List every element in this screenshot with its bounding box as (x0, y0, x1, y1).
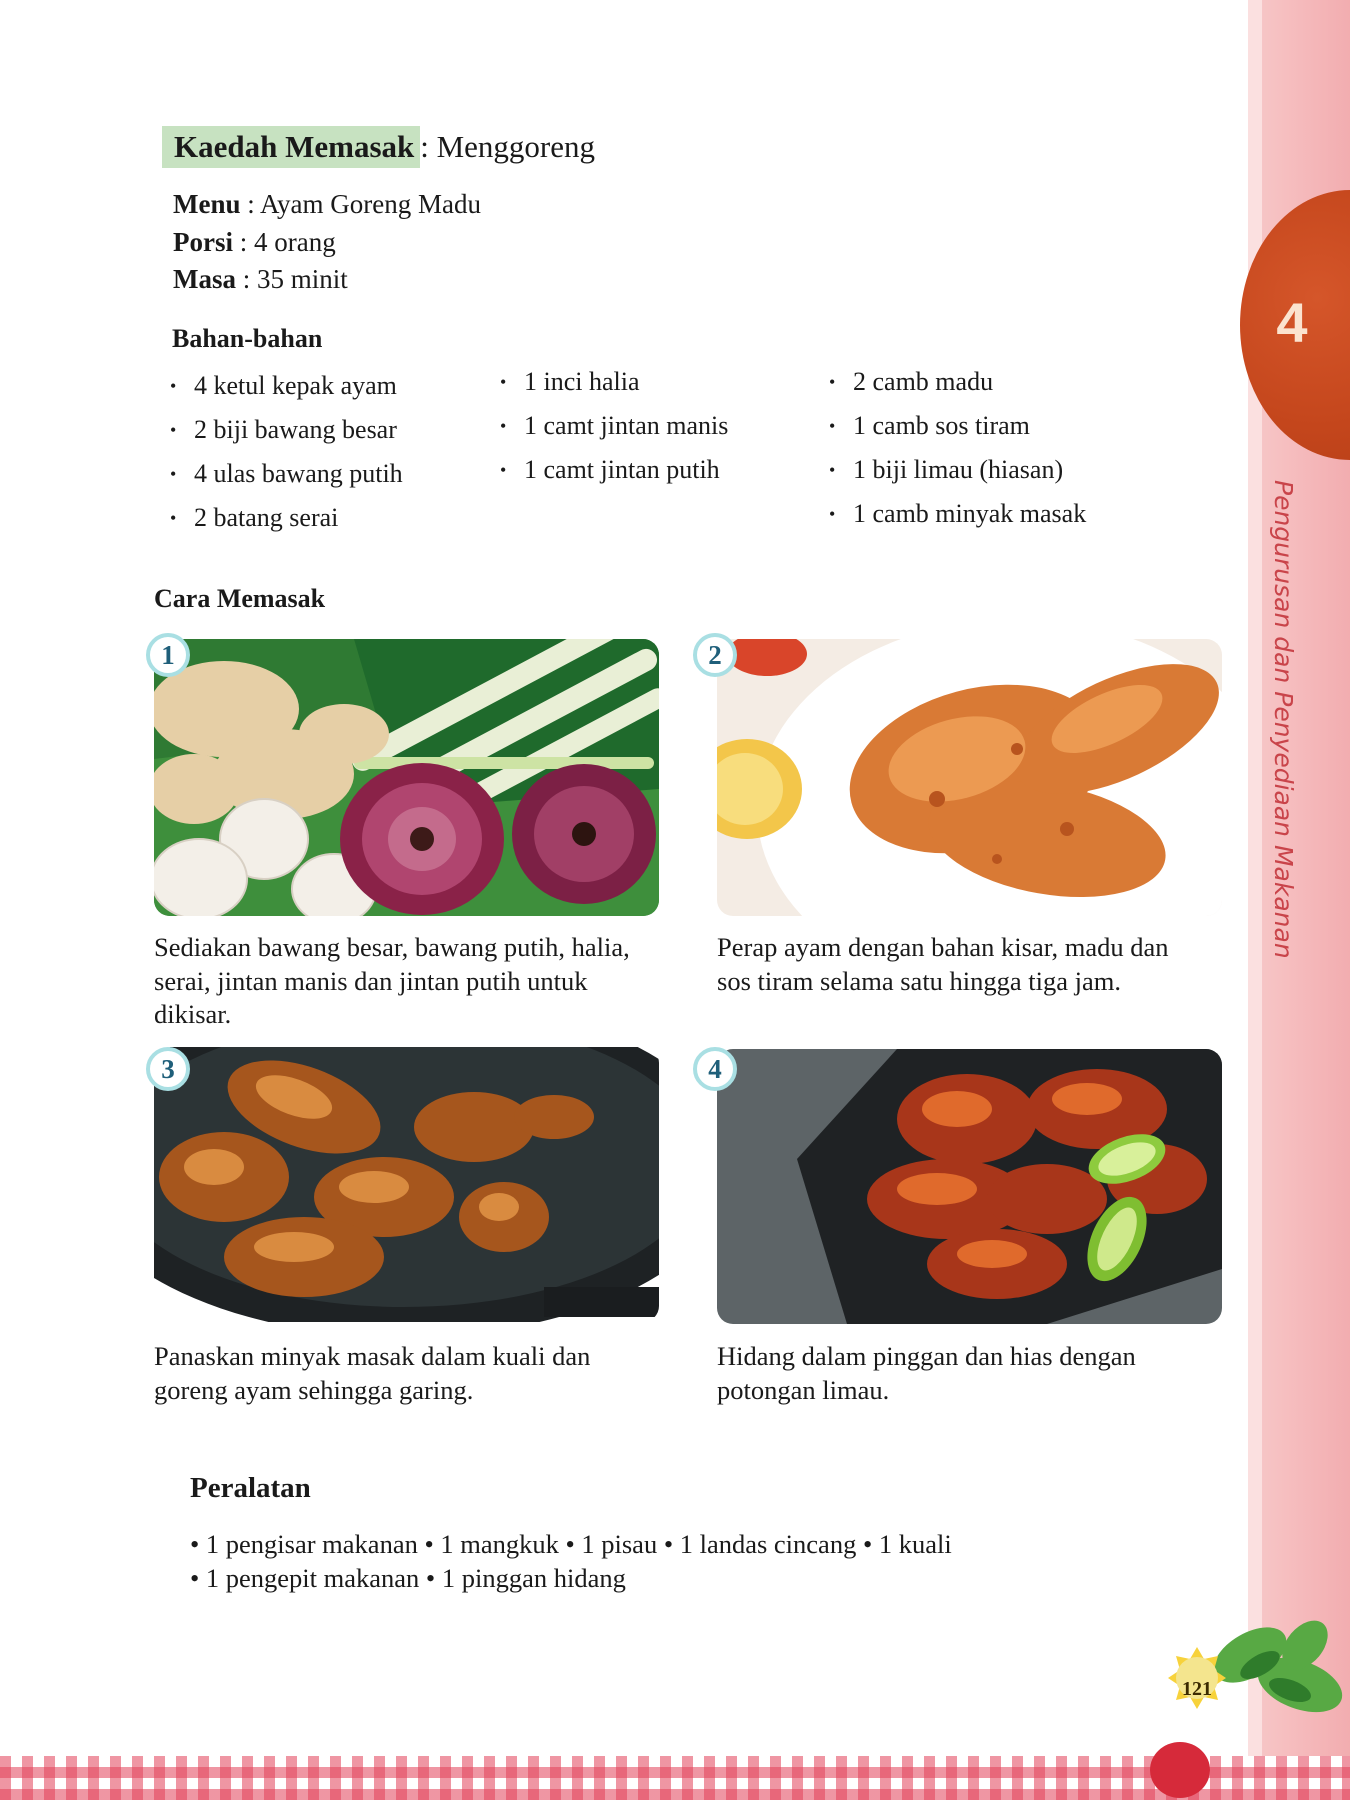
page-number: 121 (1182, 1678, 1212, 1700)
meta-value: : Ayam Goreng Madu (247, 189, 481, 219)
list-item: • 2 batang serai (170, 503, 339, 532)
served-chicken-illustration (717, 1049, 1222, 1324)
text-line: potongan limau. (717, 1374, 890, 1405)
step-3-photo (154, 1047, 659, 1322)
radish-flower-decoration (1140, 1600, 1350, 1800)
ingredients-column-1 (170, 364, 403, 540)
text-line: Sediakan bawang besar, bawang putih, halia, (154, 932, 630, 962)
ingredients-column-2 (500, 360, 728, 492)
step-1-photo (154, 639, 659, 916)
cooking-method-value: : Menggoreng (420, 129, 596, 164)
text-line: serai, jintan manis dan jintan putih untuk (154, 965, 588, 996)
bullet-icon: • (500, 415, 507, 436)
chapter-number: 4 (1276, 291, 1308, 354)
equipment-list (190, 1528, 952, 1595)
list-item: • 4 ulas bawang putih (170, 459, 403, 488)
equipment-line: • 1 pengisar makanan • 1 mangkuk • 1 pisau • 1 landas cincang • 1 kuali (190, 1529, 952, 1559)
frying-chicken-illustration (154, 1047, 659, 1322)
bullet-icon: • (829, 415, 836, 436)
method-title: Cara Memasak (154, 584, 326, 613)
bullet-icon: • (170, 375, 177, 396)
meta-label: Masa (173, 264, 236, 294)
step-2-photo (717, 639, 1222, 916)
step-number-badge: 3 (146, 1047, 190, 1091)
step-1-text (154, 931, 630, 1032)
step-4-text (717, 1340, 1136, 1407)
cooking-method-heading (162, 126, 595, 168)
step-number-badge: 1 (146, 633, 190, 677)
ingredients-illustration (154, 639, 659, 916)
ingredients-title: Bahan-bahan (172, 324, 323, 353)
recipe-meta (173, 186, 481, 299)
list-item: • 4 ketul kepak ayam (170, 371, 397, 400)
bullet-icon: • (170, 419, 177, 440)
bullet-icon: • (829, 459, 836, 480)
list-item: • 1 camb minyak masak (829, 499, 1087, 528)
step-number-badge: 4 (693, 1047, 737, 1091)
step-4-photo (717, 1049, 1222, 1324)
chapter-title-vertical: Pengurusan dan Penyediaan Makanan (1269, 480, 1298, 959)
text-line: Perap ayam dengan bahan kisar, madu dan (717, 932, 1169, 962)
list-item: • 1 camb sos tiram (829, 411, 1030, 440)
text-line: goreng ayam sehingga garing. (154, 1374, 474, 1405)
ingredients-column-3 (829, 360, 1086, 536)
meta-label: Porsi (173, 226, 233, 257)
step-number-badge: 2 (693, 633, 737, 677)
meta-value: : 35 minit (242, 264, 348, 294)
cooking-method-label: Kaedah Memasak (162, 126, 420, 168)
meta-menu (173, 186, 481, 224)
text-line: Hidang dalam pinggan dan hias dengan (717, 1341, 1136, 1371)
text-line: dikisar. (154, 999, 232, 1029)
marinated-chicken-illustration (717, 639, 1222, 916)
bullet-icon: • (500, 459, 507, 480)
meta-label: Menu (173, 189, 241, 219)
list-item: • 1 inci halia (500, 367, 640, 396)
bullet-icon: • (829, 371, 836, 392)
step-3-text (154, 1340, 590, 1407)
list-item: • 1 camt jintan manis (500, 411, 729, 440)
bullet-icon: • (170, 507, 177, 528)
list-item: • 2 camb madu (829, 367, 994, 396)
text-line: sos tiram selama satu hingga tiga jam. (717, 965, 1122, 996)
text-line: Panaskan minyak masak dalam kuali dan (154, 1341, 591, 1371)
step-2-text (717, 931, 1168, 998)
bullet-icon: • (500, 371, 507, 392)
equipment-title: Peralatan (190, 1472, 311, 1504)
bullet-icon: • (170, 463, 177, 484)
list-item: • 1 biji limau (hiasan) (829, 455, 1064, 484)
meta-porsi (173, 224, 481, 262)
list-item: • 1 camt jintan putih (500, 455, 720, 484)
meta-value: : 4 orang (239, 226, 336, 257)
list-item: • 2 biji bawang besar (170, 415, 397, 444)
meta-masa (173, 261, 481, 299)
equipment-line: • 1 pengepit makanan • 1 pinggan hidang (190, 1562, 626, 1593)
bullet-icon: • (829, 503, 836, 524)
